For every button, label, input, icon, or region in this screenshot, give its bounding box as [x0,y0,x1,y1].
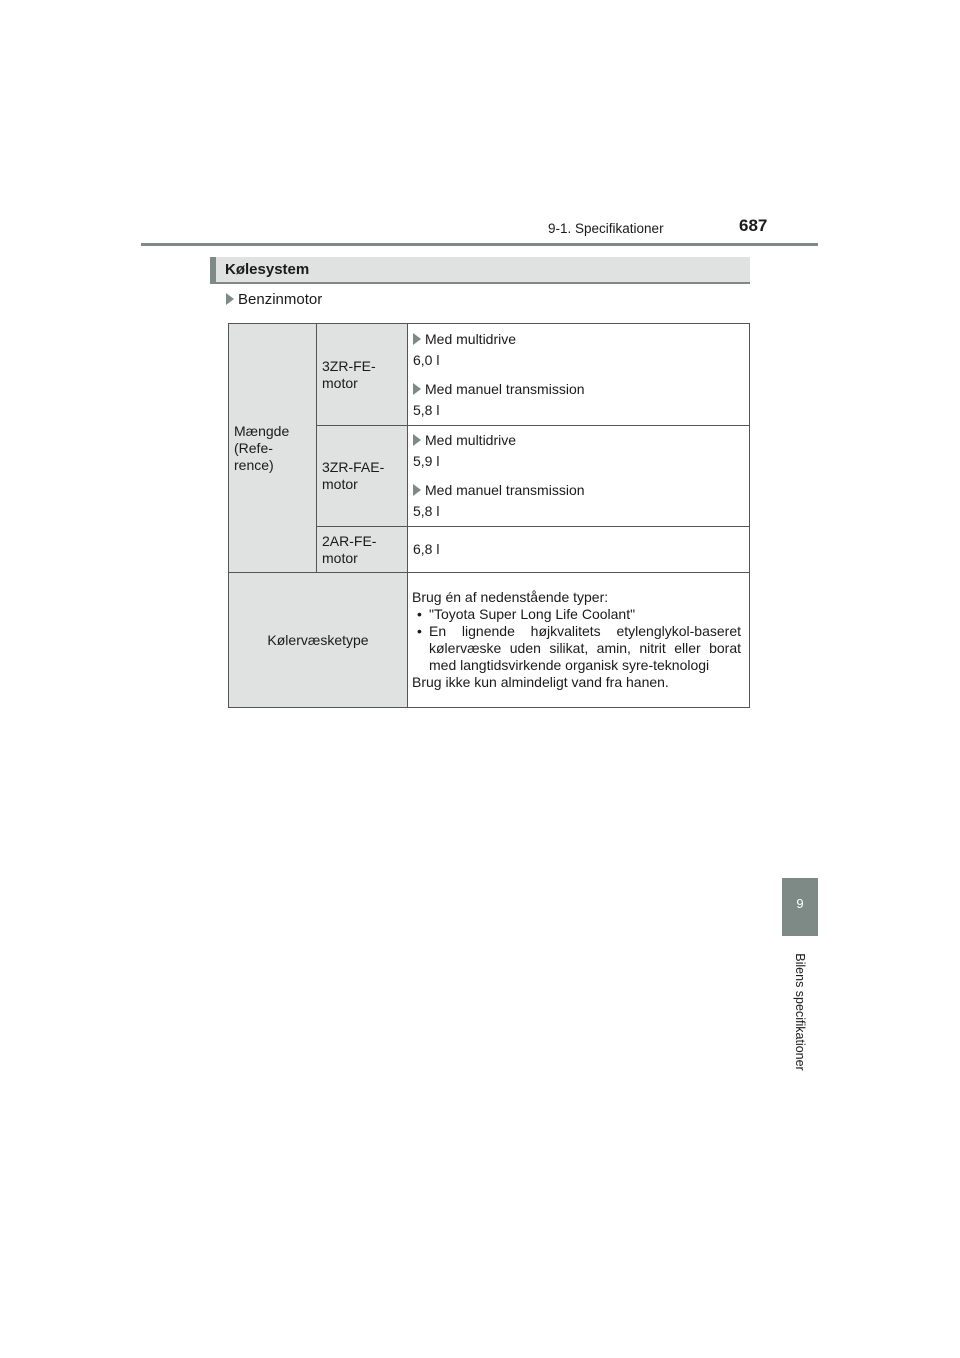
header-divider [141,243,818,246]
subheading-text: Benzinmotor [238,291,323,308]
section-title: Kølesystem [225,261,310,278]
condition-text: Med multidrive [425,330,517,347]
section-header [210,257,750,284]
coolant-type-label-cell: Kølervæsketype [229,573,408,708]
condition-text: Med manuel transmission [425,482,585,498]
condition-text: Med multidrive [425,432,517,448]
value-cell [408,527,750,573]
condition-text: Med manuel transmission [425,380,585,397]
chapter-label: Bilens specifikationer [793,953,807,1071]
coolant-list [412,606,741,674]
chapter-tab [782,878,818,936]
value-text: 5,8 l [413,401,440,418]
engine-cell: 3ZR-FE- motor [317,324,408,426]
table-row [229,573,750,708]
value-text: 5,8 l [413,503,440,519]
value-cell [408,324,750,426]
engine-cell: 3ZR-FAE- motor [317,426,408,527]
list-item: • "Toyota Super Long Life Coolant" [412,606,741,623]
condition-line [413,482,744,499]
amount-label-cell: Mængde (Refe- rence) [229,324,317,573]
subheading [226,291,322,308]
condition-line [413,381,744,398]
condition-line [413,331,744,348]
triangle-bullet-icon [413,434,421,446]
section-accent [210,257,216,282]
value-text: 6,0 l [413,351,440,368]
triangle-bullet-icon [226,293,234,305]
triangle-bullet-icon [413,383,421,395]
engine-cell: 2AR-FE- motor [317,527,408,573]
chapter-number: 9 [796,896,804,911]
coolant-type-cell [408,573,750,708]
triangle-bullet-icon [413,484,421,496]
value-text: 5,9 l [413,453,440,469]
coolant-intro: Brug én af nedenstående typer: [412,589,609,605]
list-item: • En lignende højkvalitets etylenglykol-baseret kølervæske uden silikat, amin, nitrit eller borat med langtidsvirkende organisk syre-teknologi [412,623,741,674]
header-section-title: 9-1. Specifikationer [548,221,664,236]
coolant-note: Brug ikke kun almindeligt vand fra hanen. [412,674,669,690]
condition-line [413,432,744,449]
value-text: 6,8 l [413,541,440,557]
page-number: 687 [739,216,768,235]
triangle-bullet-icon [413,333,421,345]
value-cell [408,426,750,527]
table-row [229,324,750,426]
coolant-spec-table [228,323,750,708]
